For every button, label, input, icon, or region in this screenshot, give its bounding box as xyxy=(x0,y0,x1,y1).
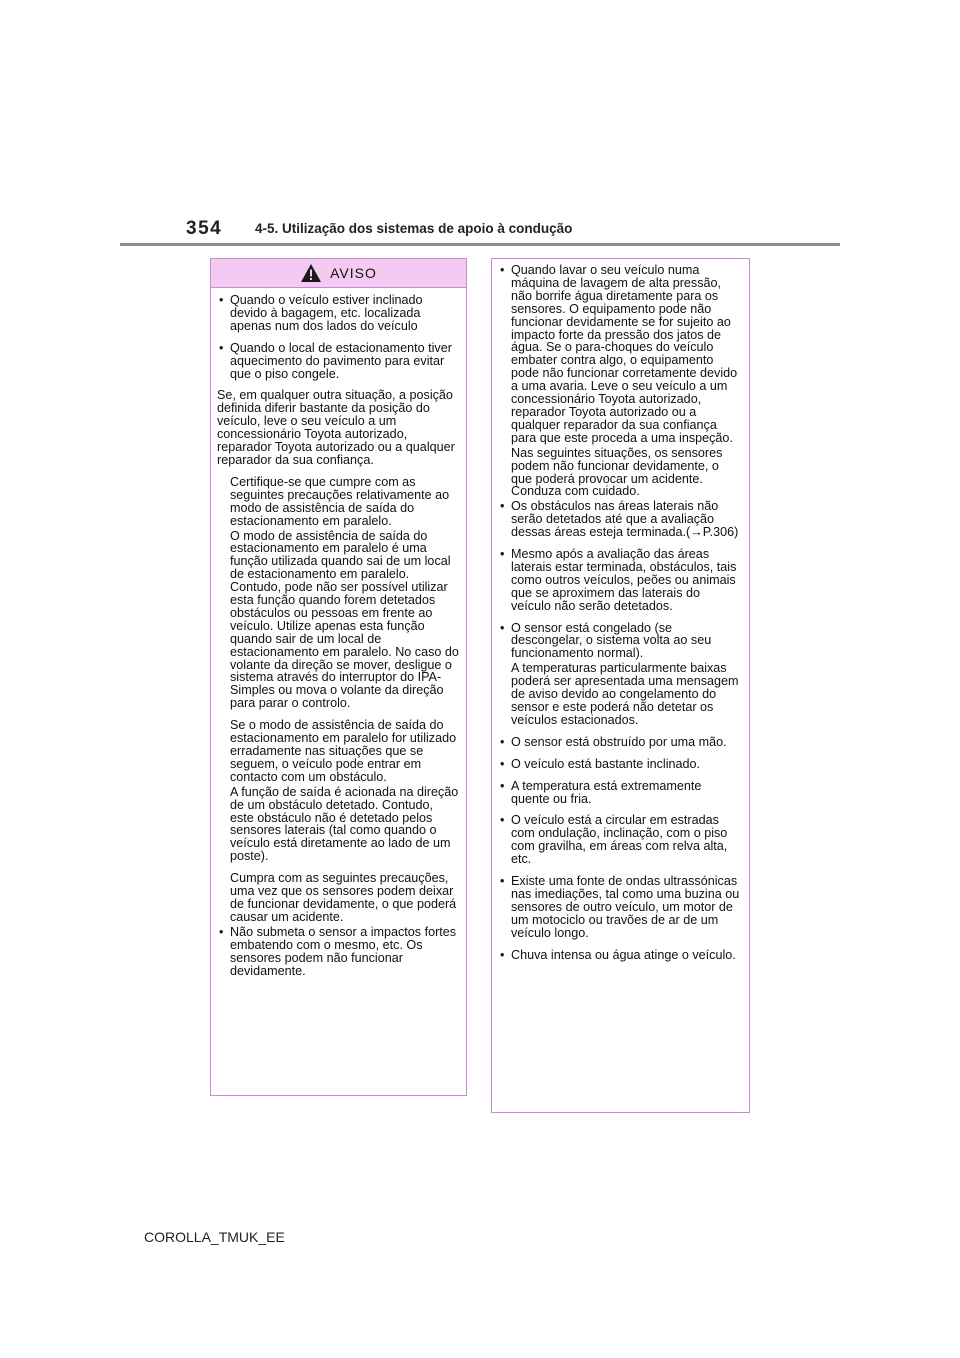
paragraph: Certifique-se que cumpre com as seguintes precauções relativamente ao modo de assistência de saída do estacionamento em paralelo. xyxy=(230,474,450,528)
warning-header xyxy=(211,259,466,288)
list-item-text: Os obstáculos nas áreas laterais não serão detetados até que a avaliação dessas áreas esteja terminada.( xyxy=(511,499,719,540)
warning-box xyxy=(210,258,467,1096)
warning-triangle-icon xyxy=(300,263,322,283)
list-item: • O veículo está a circular em estradas com ondulação, inclinação, com o piso com gravilha, em áreas com relva alta, etc. xyxy=(498,814,743,866)
list-item xyxy=(498,500,743,539)
header-divider xyxy=(120,243,840,246)
page-reference-link[interactable]: P.306) xyxy=(702,525,739,540)
list-item: • Existe uma fonte de ondas ultrassónicas nas imediações, tal como uma buzina ou sensores de outro veículo, um motor de um motociclo ou travões de ar de um veículo longo. xyxy=(498,875,743,940)
continuation-content xyxy=(492,259,749,962)
warning-content xyxy=(211,288,466,977)
paragraph: O modo de assistência de saída do estacionamento em paralelo é uma função utilizada quando sai de um local de estacionamento em paralelo. Contudo, pode não ser possível utilizar esta função quando forem detetados obstáculos ou pessoas em frente ao veículo. Utilize apenas esta função quando sair de um local de estacionamento em paralelo. No caso do volante da direção se mover, desligue o sistema através do interruptor do IPA-Simples ou mova o volante da direção para parar o controlo. xyxy=(230,528,459,711)
list-item: • O veículo está bastante inclinado. xyxy=(498,758,743,771)
footer-model-code: COROLLA_TMUK_EE xyxy=(144,1229,285,1245)
list-item: • A temperatura está extremamente quente ou fria. xyxy=(498,780,743,806)
list-item: • O sensor está obstruído por uma mão. xyxy=(498,736,743,749)
paragraph: Nas seguintes situações, os sensores podem não funcionar devidamente, o que poderá provocar um acidente. Conduza com cuidado. xyxy=(511,445,723,499)
list-item: • O sensor está congelado (se descongelar, o sistema volta ao seu funcionamento normal). xyxy=(498,622,743,661)
list-item: • Quando o veículo estiver inclinado devido à bagagem, etc. localizada apenas num dos lados do veículo xyxy=(217,294,460,333)
arrow-icon: → xyxy=(690,525,703,540)
paragraph: A temperaturas particularmente baixas poderá ser apresentada uma mensagem de aviso devido ao congelamento do sensor e este poderá não detetar os veículos estacionados. xyxy=(511,661,739,727)
list-item: • Mesmo após a avaliação das áreas laterais estar terminada, obstáculos, tais como outros veículos, peões ou animais que se aproximem das laterais do veículo não serão detetados. xyxy=(498,548,743,613)
paragraph: Cumpra com as seguintes precauções, uma vez que os sensores podem deixar de funcionar devidamente, o que poderá causar um acidente. xyxy=(230,871,457,924)
page-number: 354 xyxy=(186,218,223,239)
list-item: • Chuva intensa ou água atinge o veículo. xyxy=(498,949,743,962)
paragraph: Se o modo de assistência de saída do estacionamento em paralelo for utilizado erradamente nas situações que se seguem, o veículo pode entrar em contacto com um obstáculo. xyxy=(230,718,457,784)
paragraph: Se, em qualquer outra situação, a posição definida diferir bastante da posição do veículo, leve o seu veículo a um concessionário Toyota autorizado, reparador Toyota autorizado ou a qualquer reparador da sua confiança. xyxy=(217,388,455,467)
warning-title: AVISO xyxy=(330,265,377,281)
list-item: • Quando lavar o seu veículo numa máquina de lavagem de alta pressão, não borrife água diretamente para os sensores. O equipamento pode não funcionar devidamente se for sujeito ao impacto forte da pressão dos jatos de água. Se o para-choques do veículo embater contra algo, o equipamento pode não funcionar corretamente devido a uma avaria. Leve o seu veículo a um concessionário Toyota autorizado, reparador Toyota autorizado ou a qualquer reparador da sua confiança para que este proceda a uma inspeção. xyxy=(498,264,743,445)
list-item: • Quando o local de estacionamento tiver aquecimento do pavimento para evitar que o piso congele. xyxy=(217,342,460,381)
section-title: 4-5. Utilização dos sistemas de apoio à condução xyxy=(255,221,573,236)
paragraph: A função de saída é acionada na direção de um obstáculo detetado. Contudo, este obstáculo não é detetado pelos sensores laterais (tal como quando o veículo está diretamente ao lado de um poste). xyxy=(230,784,459,864)
warning-continuation-box xyxy=(491,258,750,1113)
list-item: • Não submeta o sensor a impactos fortes embatendo com o mesmo, etc. Os sensores podem não funcionar devidamente. xyxy=(217,926,460,978)
